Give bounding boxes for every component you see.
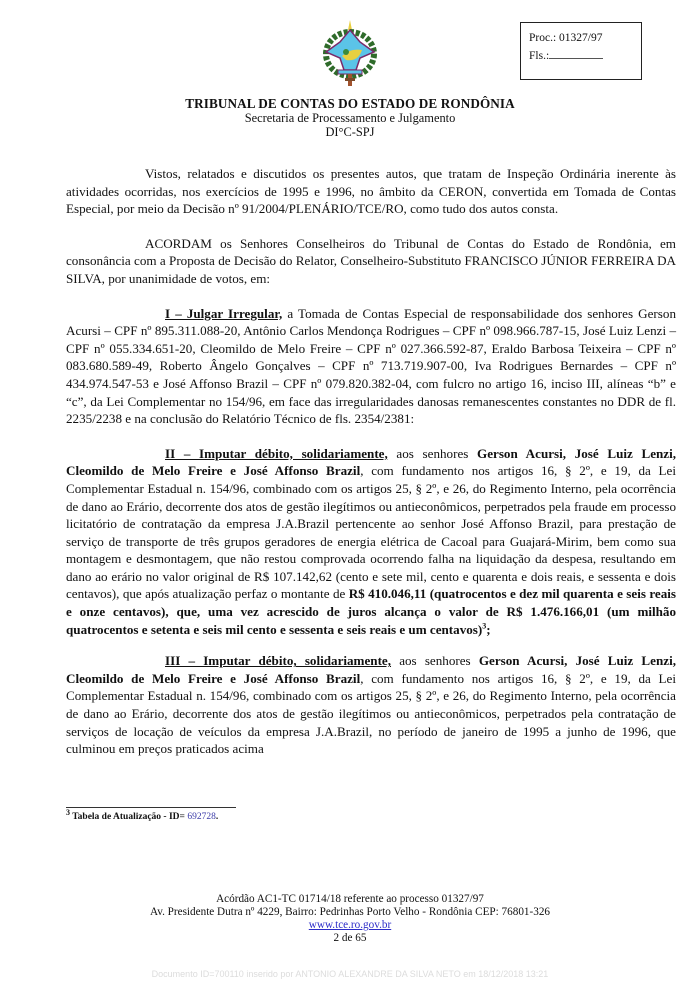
page-number: 2 de 65 xyxy=(333,932,367,944)
division-code: DI°C-SPJ xyxy=(325,125,375,139)
document-id-watermark: Documento ID=700110 inserido por ANTONIO ALEXANDRE DA SILVA NETO em 18/12/2018 13:21 xyxy=(151,969,549,979)
footnote-id-link[interactable]: 692728 xyxy=(187,812,216,822)
folhas-label: Fls.: xyxy=(529,50,550,62)
secretariat-name: Secretaria de Processamento e Julgamento xyxy=(244,111,456,125)
footer-acordao: Acórdão AC1-TC 01714/18 referente ao processo 01327/97 xyxy=(216,893,484,905)
footnote-number: 3 xyxy=(66,807,70,817)
item-3-imputar-debito xyxy=(66,652,676,758)
footer-address: Av. Presidente Dutra nº 4229, Bairro: Pedrinhas Porto Velho - Rondônia CEP: 76801-326 xyxy=(149,906,551,918)
page-footer xyxy=(0,893,700,945)
item-2-text-a: aos senhores xyxy=(387,445,478,461)
paragraph-vistos: Vistos, relatados e discutidos os presentes autos, que tratam de Inspeção Ordinária inerente às atividades ocorridas, nos exercícios de 1995 e 1996, no âmbito da CERON, convertida em Tomada de Contas Especial, por meio da Decisão nº 91/2004/PLENÁRIO/TCE/RO, como tudo dos autos consta. xyxy=(66,166,676,217)
item-3-text-a: aos senhores xyxy=(391,653,479,669)
footnote-end: . xyxy=(215,812,219,822)
institution-name: TRIBUNAL DE CONTAS DO ESTADO DE RONDÔNIA xyxy=(185,96,515,111)
footnote-divider xyxy=(66,807,236,808)
item-2-heading: II – Imputar débito, solidariamente, xyxy=(165,445,388,461)
item-1-julgar-irregular xyxy=(66,305,676,428)
item-2-text-b: , com fundamento nos artigos 16, § 2º, e 19, da Lei Complementar Estadual n. 154/96, combinado com os artigos 25, § 2º, e 26, do Regimento Interno, pela ocorrência de dano ao Erário, decorrente dos atos de gestão ilegítimos ou antieconômicos, perpetrados pela fraude em processo licitatório de contratação da empresa J.A.Brazil pertencente ao senhor José Affonso Brazil, para prestação de serviço de transporte de três grupos geradores de energia elétrica de Cacoal para Guajará-Mirim, bem como sua montagem e desmontagem, que não restou comprovada ocorrendo falha na liquidação da despesa, resultando em dano ao erário no valor original de R$ 107.142,62 (cento e sete mil, cento e quarenta e dois reais, e sessenta e dois centavos), que após atualização perfaz o montante de xyxy=(66,463,676,602)
folhas-field xyxy=(529,47,633,65)
document-header xyxy=(0,96,700,139)
rondonia-coat-of-arms-icon xyxy=(318,18,382,92)
item-3-text-b: , com fundamento nos artigos 16, § 2º, e 19, da Lei Complementar Estadual n. 154/96, combinado com os artigos 25, § 2º, e 26, do Regimento Interno, pela ocorrência de dano ao Erário, decorrente dos atos de gestão ilegítimos ou antieconômicos, perpetrados pela contratação de serviços de locação de veículos da empresa J.A.Brazil, no período de janeiro de 1995 a junho de 1996, que culminou em preços praticados acima xyxy=(66,670,676,757)
process-stamp-box xyxy=(520,22,642,80)
footnote-ref[interactable]: 3 xyxy=(482,621,487,631)
document-body xyxy=(66,165,676,775)
item-1-heading: I – Julgar Irregular, xyxy=(165,305,283,321)
item-3-heading: III – Imputar débito, solidariamente, xyxy=(165,653,392,669)
item-3-names: Gerson Acursi, José Luiz Lenzi, Cleomildo de Melo Freire e José Affonso Brazil xyxy=(66,653,676,686)
item-2-amount: R$ 410.046,11 (quatrocentos e dez mil quarenta e seis reais e onze centavos), que, uma vez acrescido de juros alcança o valor de R$ 1.476.166,01 (um milhão quatrocentos e setenta e seis mil cento e sessenta e seis reais e um centavos) xyxy=(66,586,677,637)
item-2-imputar-debito xyxy=(66,445,676,639)
folhas-blank-line xyxy=(549,48,603,59)
footnote-text: Tabela de Atualização - ID= xyxy=(70,812,188,822)
item-2-names: Gerson Acursi, José Luiz Lenzi, Cleomildo de Melo Freire e José Affonso Brazil xyxy=(66,445,677,479)
item-2-end: ; xyxy=(486,621,491,637)
paragraph-acordam: ACORDAM os Senhores Conselheiros do Tribunal de Contas do Estado de Rondônia, em consonância com a Proposta de Decisão do Relator, Conselheiro-Substituto FRANCISCO JÚNIOR FERREIRA DA SILVA, por unanimidade de votos, em: xyxy=(66,235,676,286)
item-1-text: a Tomada de Contas Especial de responsabilidade dos senhores Gerson Acursi – CPF nº 895.311.088-20, Antônio Carlos Mendonça Rodrigues – CPF nº 098.966.787-15, José Luiz Lenzi – CPF nº 055.334.651-20, Cleomildo de Melo Freire – CPF nº 027.366.592-87, Eraldo Barbosa Teixeira – CPF nº 083.680.589-49, Roberto Ângelo Gonçalves – CPF nº 713.719.907-00, Iva Rodrigues Bernardes – CPF nº 434.974.547-53 e José Affonso Brazil – CPF nº 079.820.382-04, com fulcro no artigo 16, inciso III, alíneas “b” e “c”, da Lei Complementar no 154/96, em face das irregularidades danosas remanescentes constantes no DDR de fl. 2235/2238 e na conclusão do Relatório Técnico de fls. 2354/2381: xyxy=(66,305,676,427)
footer-website-link[interactable]: www.tce.ro.gov.br xyxy=(308,919,392,931)
process-number: Proc.: 01327/97 xyxy=(529,32,603,44)
footnote xyxy=(66,807,219,822)
